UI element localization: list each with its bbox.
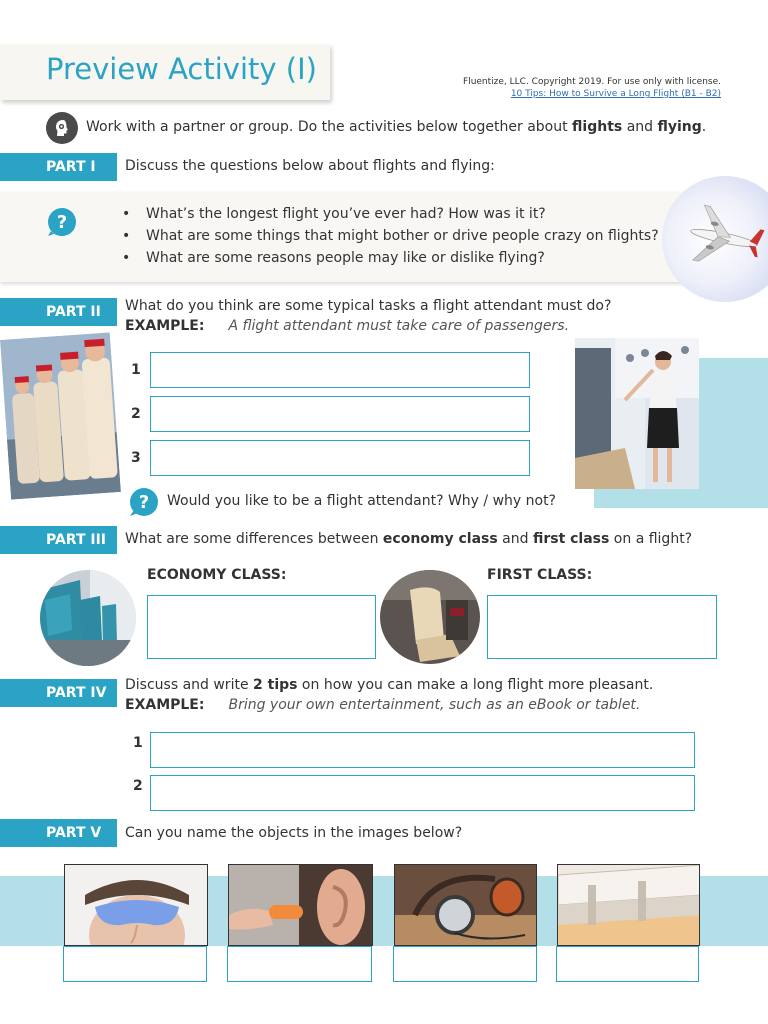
part-4-question — [125, 677, 653, 693]
example-label: EXAMPLE: — [125, 318, 205, 334]
tip-field-1[interactable] — [150, 732, 695, 768]
tip-field-2[interactable] — [150, 775, 695, 811]
part-4-example — [125, 697, 640, 713]
copyright-text: Fluentize, LLC. Copyright 2019. For use only with license. — [463, 77, 721, 87]
part-5-question: Can you name the objects in the images below? — [125, 825, 463, 841]
intro-bold-flying: flying — [657, 119, 702, 135]
list-item: • What are some things that might bother or drive people crazy on flights? — [122, 225, 659, 247]
answer-field-3[interactable] — [150, 440, 530, 476]
bold-2-tips: 2 tips — [253, 677, 298, 693]
overhead-bin-photo — [557, 864, 700, 946]
answer-number: 1 — [133, 735, 143, 751]
svg-text:?: ? — [138, 492, 150, 513]
part-5-label: PART V — [0, 819, 117, 847]
first-class-photo — [380, 570, 480, 664]
part-3-label: PART III — [0, 526, 117, 554]
list-item: • What’s the longest flight you’ve ever had? How was it it? — [122, 203, 659, 225]
discussion-bullets — [122, 203, 659, 269]
sleep-mask-photo — [64, 864, 208, 946]
object-name-field-3[interactable] — [393, 946, 537, 982]
question-bubble-icon — [128, 486, 160, 522]
answer-number: 3 — [131, 450, 141, 466]
q-end: on how you can make a long flight more pleasant. — [297, 677, 654, 693]
earplug-photo — [228, 864, 373, 946]
example-label: EXAMPLE: — [125, 697, 205, 713]
answer-field-2[interactable] — [150, 396, 530, 432]
bold-economy: economy class — [382, 531, 498, 547]
object-name-field-4[interactable] — [556, 946, 699, 982]
intro-text-start: Work with a partner or group. Do the activities below together about — [86, 119, 573, 135]
example-text: Bring your own entertainment, such as an eBook or tablet. — [228, 697, 641, 713]
economy-class-label: ECONOMY CLASS: — [147, 567, 287, 583]
first-class-field[interactable] — [487, 595, 717, 659]
flight-attendants-photo — [0, 332, 121, 499]
source-link[interactable]: 10 Tips: How to Survive a Long Flight (B1 - B2) — [510, 89, 721, 99]
answer-number: 1 — [131, 362, 141, 378]
intro-bold-flights: flights — [572, 119, 623, 135]
part-2-example — [125, 318, 569, 334]
example-text: A flight attendant must take care of passengers. — [228, 318, 570, 334]
intro-end: . — [701, 119, 707, 135]
question-bubble-icon — [46, 206, 78, 242]
part-2-followup: Would you like to be a flight attendant? Why / why not? — [167, 493, 556, 509]
headphones-photo — [394, 864, 537, 946]
answer-number: 2 — [131, 406, 141, 422]
q-start: Discuss and write — [125, 677, 254, 693]
q-start: What are some differences between — [125, 531, 383, 547]
list-item: • What are some reasons people may like or dislike flying? — [122, 247, 659, 269]
first-class-label: FIRST CLASS: — [487, 567, 593, 583]
part-3-question — [125, 531, 692, 547]
flight-attendant-photo — [575, 338, 699, 489]
object-name-field-1[interactable] — [63, 946, 207, 982]
part-2-label: PART II — [0, 298, 117, 326]
q-and: and — [497, 531, 533, 547]
part-1-label: PART I — [0, 153, 117, 181]
svg-text:?: ? — [56, 212, 68, 233]
part-2-question: What do you think are some typical tasks a flight attendant must do? — [125, 298, 612, 314]
intro-and: and — [622, 119, 658, 135]
answer-number: 2 — [133, 778, 143, 794]
answer-field-1[interactable] — [150, 352, 530, 388]
page-title: Preview Activity (I) — [46, 52, 317, 86]
part-4-label: PART IV — [0, 679, 117, 707]
economy-class-field[interactable] — [147, 595, 376, 659]
bold-first: first class — [532, 531, 610, 547]
q-end: on a flight? — [609, 531, 693, 547]
economy-class-photo — [40, 570, 136, 666]
intro-text — [86, 119, 706, 135]
object-name-field-2[interactable] — [227, 946, 372, 982]
part-1-question: Discuss the questions below about flights and flying: — [125, 158, 495, 174]
copyright-block — [463, 76, 721, 100]
head-gears-icon — [46, 112, 78, 144]
